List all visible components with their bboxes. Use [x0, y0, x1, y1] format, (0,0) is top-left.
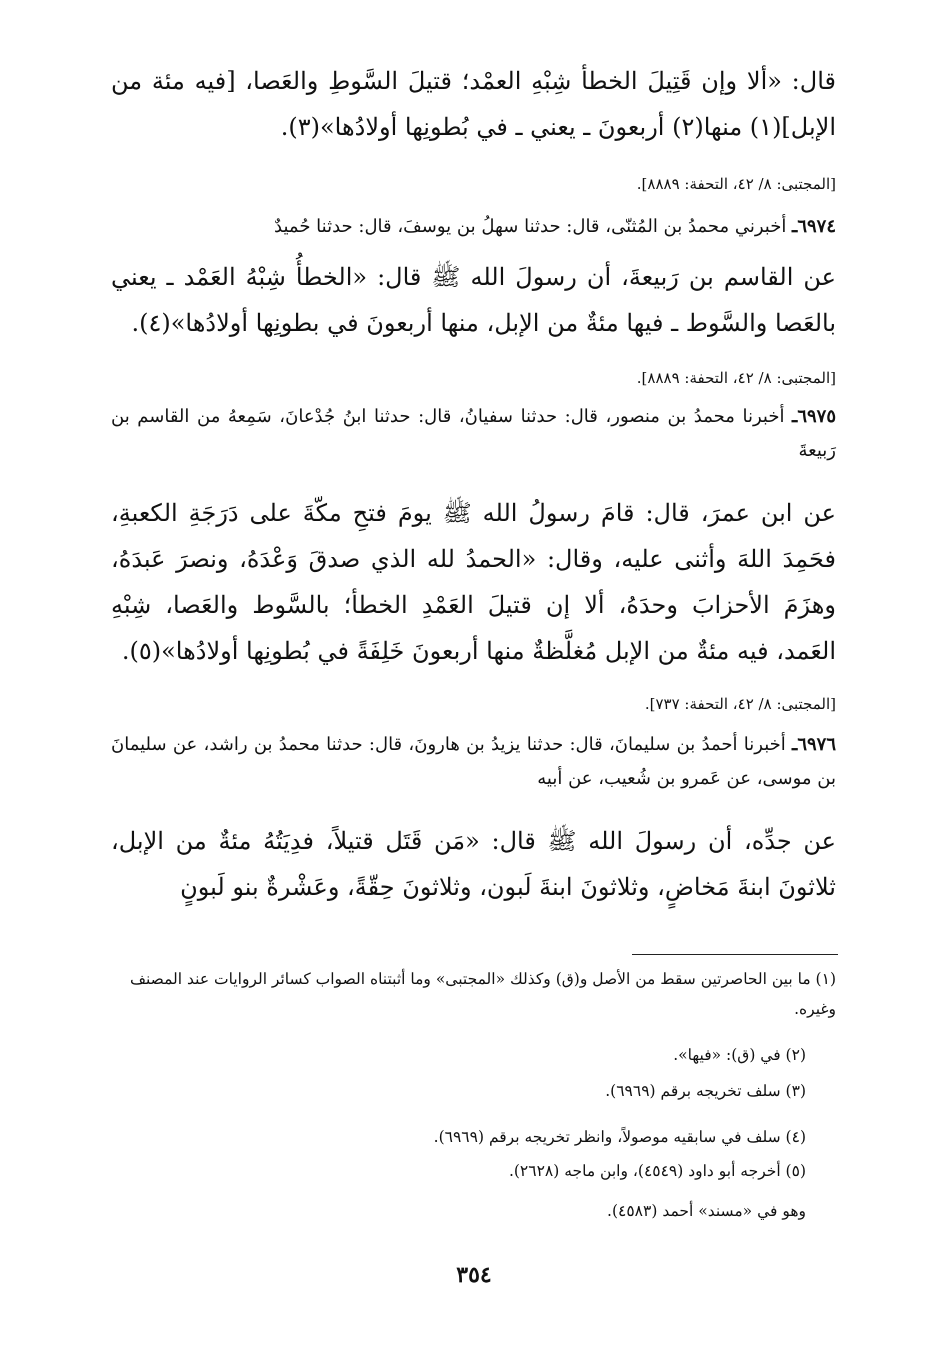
hadith-text: عن القاسم بن رَبيعةَ، أن رسولَ الله ﷺ قال: «الخطأُ شِبْهُ العَمْد ـ يعني بالعَصا والسَّوط ـ فيها مئةٌ من الإبل، منها أربعونَ في بطونِها أولادُها»(٤).	[111, 263, 836, 337]
footnote-divider	[632, 954, 838, 955]
hadith-chain-6976	[111, 728, 836, 796]
hadith-number: ٦٩٧٦ـ	[792, 734, 836, 755]
hadith-chain-6974	[111, 210, 836, 244]
footnote-5-continued: وهو في «مسند» أحمد (٤٥٨٣).	[607, 1202, 806, 1220]
hadith-text: عن ابن عمرَ، قال: قامَ رسولُ الله ﷺ يومَ فتحِ مكّةَ على دَرَجَةِ الكعبةِ، فحَمِدَ اللهَ وأثنى عليه، وقال: «الحمدُ لله الذي صدقَ وَعْدَهُ، ونصرَ عَبدَهُ، وهزَمَ الأحزابَ وحدَهُ، ألا إن قتيلَ العَمْدِ الخطأ؛ بالسَّوط والعَصا، شِبْهِ العَمد، فيه مئةٌ من الإبل مُغلَّظةٌ منها أربعونَ خَلِفَةً في بُطونِها أولادُها»(٥).	[111, 499, 836, 665]
footnote-3: (٣) سلف تخريجه برقم (٦٩٦٩).	[605, 1082, 806, 1100]
hadith-text: عن جدِّه، أن رسولَ الله ﷺ قال: «مَن قَتَل قتيلاً، فدِيَتُهُ مئةٌ من الإبل، ثلاثونَ ابنةَ مَخاضٍ، وثلاثونَ ابنةَ لَبون، وثلاثونَ حِقّةً، وعَشْرةٌ بنو لَبونٍ	[111, 827, 836, 901]
hadith-reference: [المجتبى: ٨/ ٤٢، التحفة: ٧٣٧].	[644, 695, 836, 713]
hadith-chain-text: أخبرنا محمدُ بن منصور، قال: حدثنا سفيانُ، قال: حدثنا ابنُ جُدْعانَ، سَمِعهُ من القاسم بن رَبيعةَ	[111, 406, 836, 461]
hadith-number: ٦٩٧٥ـ	[792, 406, 836, 427]
footnote-1: (١) ما بين الحاصرتين سقط من الأصل و(ق) وكذلك «المجتبى» وما أثبتناه الصواب كسائر الروايات عند المصنف وغيره.	[129, 970, 836, 1018]
hadith-chain-text: أخبرنا أحمدُ بن سليمانَ، قال: حدثنا يزيدُ بن هارونَ، قال: حدثنا محمدُ بن راشد، عن سليمانَ بن موسى، عن عَمرو بن شُعيب، عن أبيه	[111, 734, 836, 789]
hadith-chain-text: أخبرني محمدُ بن المُثنّى، قال: حدثنا سهلُ بن يوسفَ، قال: حدثنا حُميدٌ	[274, 216, 793, 237]
footnote-4: (٤) سلف في سابقيه موصولاً، وانظر تخريجه برقم (٦٩٦٩).	[433, 1128, 806, 1146]
footnote-5: (٥) أخرجه أبو داود (٤٥٤٩)، وابن ماجه (٢٦٢٨).	[508, 1162, 806, 1180]
footnote-2: (٢) في (ق): «فيها».	[673, 1046, 806, 1064]
page-number: ٣٥٤	[456, 1262, 492, 1288]
hadith-reference: [المجتبى: ٨/ ٤٢، التحفة: ٨٨٨٩].	[636, 369, 836, 387]
hadith-reference: [المجتبى: ٨/ ٤٢، التحفة: ٨٨٨٩].	[636, 175, 836, 193]
hadith-text-continued: قال: «ألا وإن قَتِيلَ الخطأ شِبْهِ العمْد؛ قتيلَ السَّوطِ والعَصا، [فيه مئة من الإبل](١) منها(٢) أربعونَ ـ يعني ـ في بُطونِها أولادُها»(٣).	[111, 67, 836, 141]
hadith-chain-6975	[111, 400, 836, 468]
hadith-number: ٦٩٧٤ـ	[792, 216, 836, 237]
